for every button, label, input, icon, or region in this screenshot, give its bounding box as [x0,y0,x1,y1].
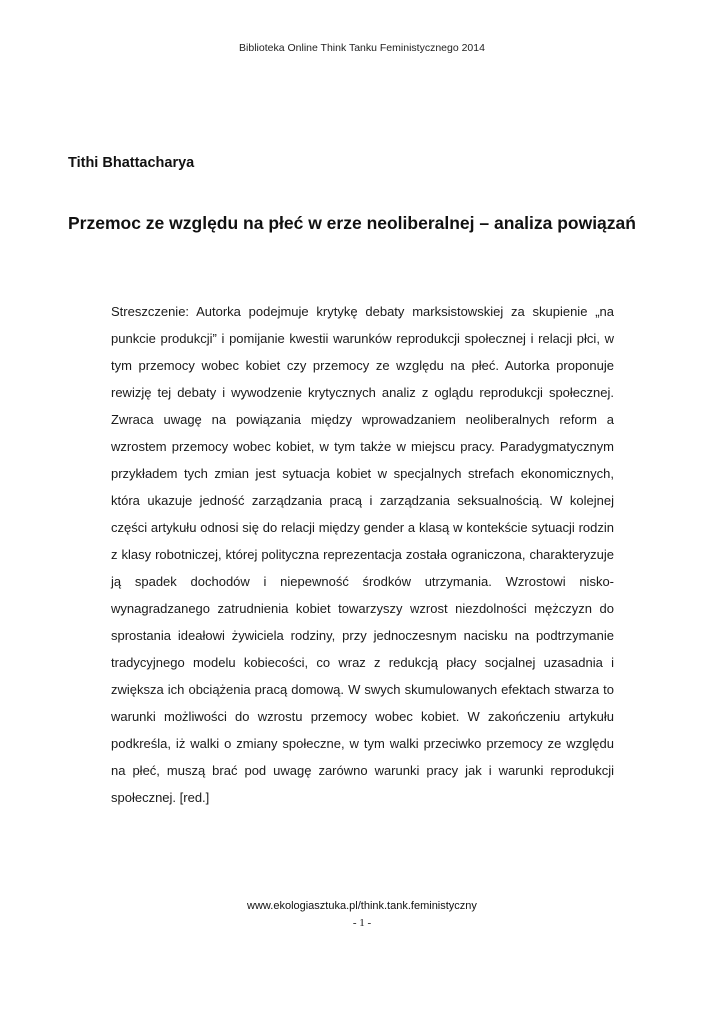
abstract-paragraph: Streszczenie: Autorka podejmuje krytykę debaty marksistowskiej za skupienie „na punkcie produkcji” i pomijanie kwestii warunków reprodukcji społecznej i relacji płci, w tym przemocy wobec kobiet czy przemocy ze względu na płeć. Autorka proponuje rewizję tej debaty i wywodzenie krytycznych analiz z oglądu reprodukcji społecznej. Zwraca uwagę na powiązania między wprowadzaniem neoliberalnych reform a wzrostem przemocy wobec kobiet, w tym także w miejscu pracy. Paradygmatycznym przykładem tych zmian jest sytuacja kobiet w specjalnych strefach ekonomicznych, która ukazuje jedność zarządzania pracą i zarządzania seksualnością. W kolejnej części artykułu odnosi się do relacji między gender a klasą w kontekście sytuacji rodzin z klasy robotniczej, której polityczna reprezentacja została ograniczona, charakteryzuje ją spadek dochodów i niepewność środków utrzymania. Wzrostowi nisko-wynagradzanego zatrudnienia kobiet towarzyszy wzrost niezdolności mężczyzn do sprostania ideałowi żywiciela rodziny, przy jednoczesnym nacisku na podtrzymanie tradycyjnego modelu kobiecości, co wraz z redukcją płacy socjalnej uzasadnia i zwiększa ich obciążenia pracą domową. W swych skumulowanych efektach stwarza to warunki możliwości do wzrostu przemocy wobec kobiet. W zakończeniu artykułu podkreśla, iż walki o zmiany społeczne, w tym walki przeciwko przemocy ze względu na płeć, muszą brać pod uwagę zarówno warunki pracy jak i warunki reprodukcji społecznej. [red.] [111,304,614,805]
running-header: Biblioteka Online Think Tanku Feministycznego 2014 [239,42,485,54]
author-name: Tithi Bhattacharya [68,155,195,171]
footer-url: www.ekologiasztuka.pl/think.tank.feministyczny [247,900,477,912]
page-number: - 1 - [352,917,372,929]
article-title: Przemoc ze względu na płeć w erze neoliberalnej – analiza powiązań [68,213,636,233]
